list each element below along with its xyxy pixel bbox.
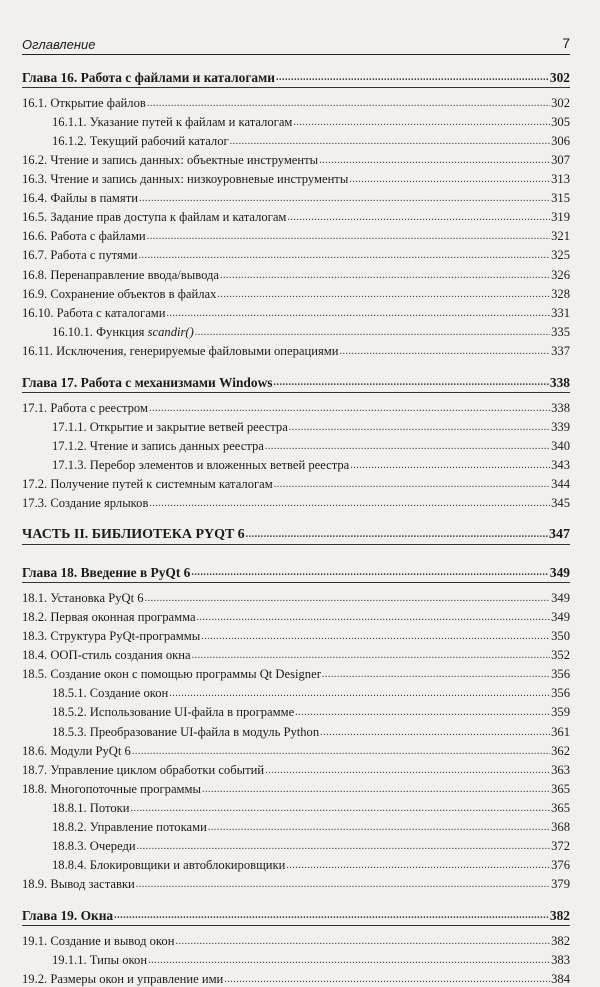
dot-leader	[191, 565, 549, 580]
toc-entry-page: 349	[551, 610, 570, 625]
toc-entry-page: 344	[551, 476, 570, 491]
toc-entry-title: 16.1.2. Текущий рабочий каталог	[52, 134, 229, 149]
toc-entry-page: 313	[551, 172, 570, 187]
dot-leader	[289, 420, 550, 435]
toc-subsection-entry	[22, 701, 570, 720]
toc-entry-page: 345	[551, 496, 570, 511]
dot-leader	[273, 375, 548, 390]
toc-section-entry	[22, 740, 570, 759]
toc-entry-page: 306	[551, 134, 570, 149]
toc-entry-title: Глава 19. Окна	[22, 907, 114, 923]
section-gap	[22, 892, 570, 904]
toc-section-entry	[22, 606, 570, 625]
toc-entry-page: 307	[551, 153, 570, 168]
dot-leader	[202, 782, 550, 797]
dot-leader	[139, 191, 550, 206]
chapter-rule	[22, 582, 570, 583]
toc-subsection-entry	[22, 720, 570, 739]
section-gap	[22, 511, 570, 523]
toc-entry-title: 16.8. Перенаправление ввода/вывода	[22, 267, 220, 282]
dot-leader	[131, 801, 551, 816]
toc-section-entry	[22, 149, 570, 168]
dot-leader	[114, 908, 549, 923]
dot-leader	[224, 972, 550, 987]
toc-section-entry	[22, 968, 570, 987]
dot-leader	[208, 820, 550, 835]
dot-leader	[147, 96, 550, 111]
dot-leader	[339, 344, 550, 359]
running-header	[22, 34, 570, 55]
dot-leader	[220, 268, 550, 283]
toc-entry-title: 16.7. Работа с путями	[22, 248, 138, 263]
toc-section-entry	[22, 302, 570, 321]
toc-entry-page: 349	[549, 565, 570, 581]
toc-entry-page: 350	[551, 629, 570, 644]
toc-entry-title: 17.3. Создание ярлыков	[22, 496, 149, 511]
toc-entry-title: 18.8.3. Очереди	[52, 838, 136, 853]
toc-entry-title: 16.10. Работа с каталогами	[22, 305, 166, 320]
toc-chapter-entry	[22, 371, 570, 390]
chapter-rule	[22, 544, 570, 545]
toc-chapter-entry	[22, 904, 570, 923]
toc-chapter-entry	[22, 561, 570, 580]
toc-entry-title: 17.1.1. Открытие и закрытие ветвей реестра	[52, 419, 288, 434]
toc-subsection-entry	[22, 416, 570, 435]
toc-entry-title: Глава 16. Работа с файлами и каталогами	[22, 70, 275, 86]
toc-entry-title: 16.11. Исключения, генерируемые файловыми операциями	[22, 343, 339, 358]
toc-subsection-entry	[22, 454, 570, 473]
toc-section-entry	[22, 283, 570, 302]
dot-leader	[349, 172, 550, 187]
toc-entry-page: 349	[551, 591, 570, 606]
section-gap	[22, 549, 570, 561]
toc-entry-title: 16.1. Открытие файлов	[22, 96, 146, 111]
toc-entry-title: 16.1.1. Указание путей к файлам и каталогам	[52, 115, 293, 130]
toc-entry-title: 18.8.2. Управление потоками	[52, 819, 207, 834]
toc-entry-title: 18.5.1. Создание окон	[52, 686, 169, 701]
toc-entry-page: 382	[551, 933, 570, 948]
toc-entry-title: 18.9. Вывод заставки	[22, 876, 135, 891]
toc-entry-page: 365	[551, 781, 570, 796]
toc-entry-title: 16.9. Сохранение объектов в файлах	[22, 286, 217, 301]
toc-subsection-entry	[22, 816, 570, 835]
toc-entry-page: 372	[551, 838, 570, 853]
toc-section-entry	[22, 225, 570, 244]
toc-entry-page: 302	[549, 70, 570, 86]
toc-entry-title: 18.3. Структура PyQt-программы	[22, 629, 201, 644]
toc-section-entry	[22, 263, 570, 282]
toc-entry-page: 356	[551, 667, 570, 682]
dot-leader	[167, 306, 551, 321]
toc-entry-title: 18.1. Установка PyQt 6	[22, 591, 144, 606]
toc-subsection-entry	[22, 435, 570, 454]
toc-entry-title: 18.5.3. Преобразование UI-файла в модуль Python	[52, 724, 320, 739]
toc-section-entry	[22, 187, 570, 206]
dot-leader	[350, 458, 550, 473]
toc-section-entry	[22, 663, 570, 682]
toc-entry-title: 18.5.2. Использование UI-файла в программе	[52, 705, 295, 720]
dot-leader	[322, 667, 550, 682]
toc-entry-title: 16.6. Работа с файлами	[22, 229, 146, 244]
toc-entry-page: 383	[551, 953, 570, 968]
toc-entry-title: 19.1.1. Типы окон	[52, 953, 148, 968]
dot-leader	[169, 686, 550, 701]
toc-entry-page: 325	[551, 248, 570, 263]
toc-section-entry	[22, 397, 570, 416]
toc-entry-page: 384	[551, 972, 570, 987]
toc-subsection-entry	[22, 321, 570, 340]
toc-entry-title: 17.1.2. Чтение и запись данных реестра	[52, 438, 264, 453]
toc-section-entry	[22, 492, 570, 511]
toc-subsection-entry	[22, 949, 570, 968]
dot-leader	[265, 763, 550, 778]
toc-entry-page: 335	[551, 324, 570, 339]
dot-leader	[138, 248, 550, 263]
toc-entry-title: Глава 18. Введение в PyQt 6	[22, 565, 191, 581]
toc-chapter-entry	[22, 66, 570, 85]
toc-entry-page: 361	[551, 724, 570, 739]
running-title: Оглавление	[22, 37, 96, 52]
toc-subsection-entry	[22, 854, 570, 873]
toc-entry-page: 343	[551, 457, 570, 472]
dot-leader	[201, 629, 550, 644]
toc-entry-page: 319	[551, 210, 570, 225]
toc-entry-title: 16.3. Чтение и запись данных: низкоуровневые инструменты	[22, 172, 349, 187]
dot-leader	[246, 527, 548, 542]
toc-entry-page: 321	[551, 229, 570, 244]
toc-entry-title: 17.1. Работа с реестром	[22, 400, 148, 415]
toc-section-entry	[22, 759, 570, 778]
toc-section-entry	[22, 930, 570, 949]
dot-leader	[274, 477, 550, 492]
toc-subsection-entry	[22, 682, 570, 701]
toc-entry-page: 340	[551, 438, 570, 453]
dot-leader	[286, 858, 550, 873]
dot-leader	[192, 648, 550, 663]
dot-leader	[148, 953, 550, 968]
toc-entry-page: 362	[551, 743, 570, 758]
toc-entry-title: ЧАСТЬ II. БИБЛИОТЕКА PYQT 6	[22, 527, 245, 543]
dot-leader	[145, 591, 551, 606]
chapter-rule	[22, 87, 570, 88]
toc-section-entry	[22, 473, 570, 492]
toc-entry-page: 368	[551, 819, 570, 834]
toc-section-entry	[22, 340, 570, 359]
toc-entry-title: 18.6. Модули PyQt 6	[22, 743, 131, 758]
dot-leader	[320, 725, 550, 740]
toc-entry-page: 376	[551, 857, 570, 872]
toc-subsection-entry	[22, 797, 570, 816]
dot-leader	[137, 839, 550, 854]
toc-entry-page: 338	[549, 374, 570, 390]
toc-entry-title: 18.8.1. Потоки	[52, 800, 130, 815]
dot-leader	[295, 705, 550, 720]
dot-leader	[287, 210, 550, 225]
toc-entry-page: 328	[551, 286, 570, 301]
toc-entry-title: 18.5. Создание окон с помощью программы Qt Designer	[22, 667, 321, 682]
toc-entry-title: 18.7. Управление циклом обработки событий	[22, 762, 265, 777]
toc-section-entry	[22, 168, 570, 187]
dot-leader	[230, 134, 550, 149]
dot-leader	[136, 877, 550, 892]
toc-entry-title: 18.8.4. Блокировщики и автоблокировщики	[52, 857, 286, 872]
toc-entry-title: 16.2. Чтение и запись данных: объектные инструменты	[22, 153, 319, 168]
toc-entry-title: Глава 17. Работа с механизмами Windows	[22, 374, 273, 390]
toc-entry-page: 337	[551, 343, 570, 358]
dot-leader	[319, 153, 550, 168]
toc-entry-page: 382	[549, 907, 570, 923]
page-number: 7	[562, 35, 570, 51]
toc-entry-page: 347	[549, 527, 570, 543]
toc-entry-page: 305	[551, 115, 570, 130]
toc-entry-title: 17.1.3. Перебор элементов и вложенных ветвей реестра	[52, 457, 350, 472]
toc-section-entry	[22, 644, 570, 663]
dot-leader	[197, 610, 551, 625]
dot-leader	[293, 115, 550, 130]
toc-entry-title: 16.10.1. Функция scandir()	[52, 324, 194, 339]
toc-entry-page: 315	[551, 191, 570, 206]
toc-entry-title: 16.4. Файлы в памяти	[22, 191, 138, 206]
toc-entry-page: 363	[551, 762, 570, 777]
toc-entry-title: 16.5. Задание прав доступа к файлам и каталогам	[22, 210, 287, 225]
toc-entry-page: 302	[551, 96, 570, 111]
toc-entry-title: 18.4. ООП-стиль создания окна	[22, 648, 191, 663]
toc-entry-title: 19.1. Создание и вывод окон	[22, 933, 175, 948]
dot-leader	[147, 229, 550, 244]
toc-entry-page: 352	[551, 648, 570, 663]
toc-entry-title: 19.2. Размеры окон и управление ими	[22, 972, 224, 987]
dot-leader	[265, 439, 550, 454]
toc-entry-page: 331	[551, 305, 570, 320]
toc-entry-title: 17.2. Получение путей к системным каталогам	[22, 476, 273, 491]
dot-leader	[195, 325, 550, 340]
dot-leader	[132, 744, 550, 759]
toc-entry-page: 365	[551, 800, 570, 815]
chapter-rule	[22, 392, 570, 393]
toc-entry-page: 338	[551, 400, 570, 415]
dot-leader	[276, 70, 549, 85]
toc-entry-page: 359	[551, 705, 570, 720]
toc-section-entry	[22, 244, 570, 263]
toc-section-entry	[22, 206, 570, 225]
toc-entry-page: 339	[551, 419, 570, 434]
toc-section-entry	[22, 625, 570, 644]
toc-subsection-entry	[22, 130, 570, 149]
toc-entry-title: 18.8. Многопоточные программы	[22, 781, 201, 796]
section-gap	[22, 359, 570, 371]
table-of-contents	[22, 66, 570, 987]
toc-section-entry	[22, 587, 570, 606]
toc-part-entry	[22, 523, 570, 542]
toc-section-entry	[22, 778, 570, 797]
toc-entry-page: 379	[551, 876, 570, 891]
toc-entry-title: 18.2. Первая оконная программа	[22, 610, 196, 625]
toc-entry-page: 326	[551, 267, 570, 282]
toc-section-entry	[22, 873, 570, 892]
dot-leader	[149, 496, 550, 511]
toc-entry-page: 356	[551, 686, 570, 701]
chapter-rule	[22, 925, 570, 926]
dot-leader	[149, 401, 550, 416]
dot-leader	[217, 287, 550, 302]
toc-subsection-entry	[22, 111, 570, 130]
dot-leader	[175, 934, 550, 949]
toc-subsection-entry	[22, 835, 570, 854]
toc-section-entry	[22, 92, 570, 111]
